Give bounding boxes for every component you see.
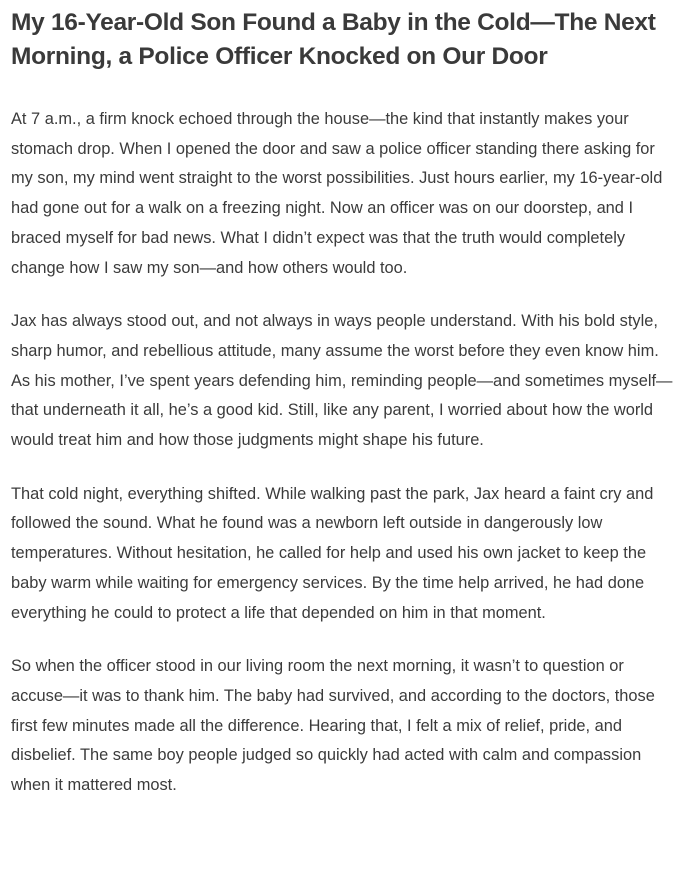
article-paragraph-4: So when the officer stood in our living room the next morning, it wasn’t to question or accuse—it was to thank him. The baby had survived, and according to the doctors, those first few minutes made all the difference. Hearing that, I felt a mix of relief, pride, and disbelief. The same boy people judged so quickly had acted with calm and compassion when it mattered most. xyxy=(11,657,655,795)
article-paragraph-2: Jax has always stood out, and not always in ways people understand. With his bold style, sharp humor, and rebellious attitude, many assume the worst before they even know him. As his mother, I’ve spent years defending him, reminding people—and sometimes myself—that underneath it all, he’s a good kid. Still, like any parent, I worried about how the world would treat him and how those judgments might shape his future. xyxy=(11,312,673,450)
article-title: My 16-Year-Old Son Found a Baby in the Cold—The Next Morning, a Police Officer Knocked on Our Door xyxy=(11,9,656,70)
article-paragraph-1: At 7 a.m., a firm knock echoed through the house—the kind that instantly makes your stomach drop. When I opened the door and saw a police officer standing there asking for my son, my mind went straight to the worst possibilities. Just hours earlier, my 16-year-old had gone out for a walk on a freezing night. Now an officer was on our doorstep, and I braced myself for bad news. What I didn’t expect was that the truth would completely change how I saw my son—and how others would too. xyxy=(11,110,663,277)
article-paragraph-3: That cold night, everything shifted. While walking past the park, Jax heard a faint cry and followed the sound. What he found was a newborn left outside in dangerously low temperatures. Without hesitation, he called for help and used his own jacket to keep the baby warm while waiting for emergency services. By the time help arrived, he had done everything he could to protect a life that depended on him in that moment. xyxy=(11,484,654,622)
